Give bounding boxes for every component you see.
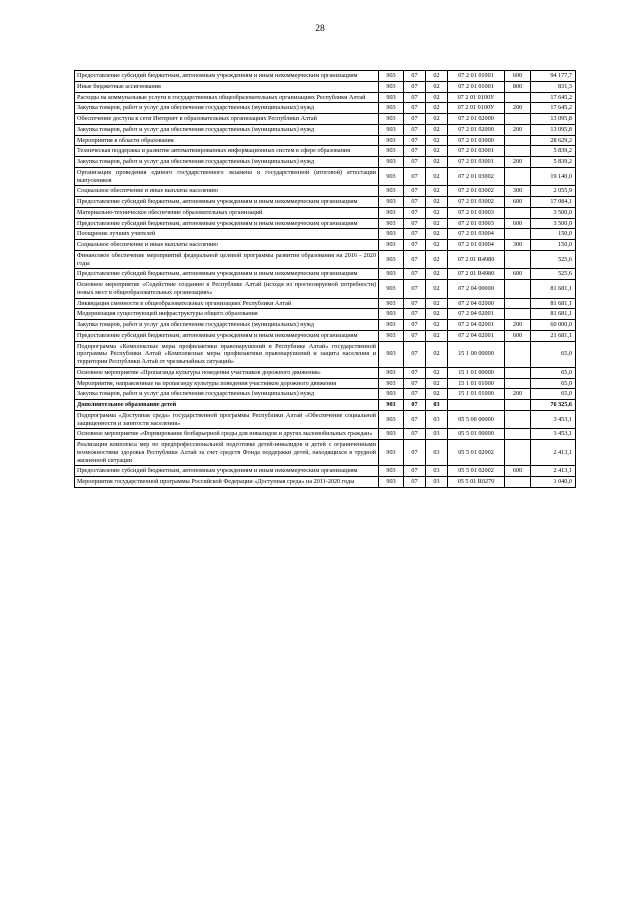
ministry-code-cell: 903	[379, 103, 404, 114]
expense-type-cell: 200	[505, 103, 531, 114]
amount-cell: 525,6	[531, 269, 576, 280]
subsection-code-cell: 02	[426, 269, 448, 280]
table-row	[75, 186, 576, 197]
subsection-code-cell: 02	[426, 157, 448, 168]
ministry-code-cell: 903	[379, 440, 404, 466]
expense-name-cell: Основное мероприятие «Содействие созданию в Республике Алтай (исходя из прогнозируемой потребности) новых мест в общеобразовательных организациях»	[75, 280, 379, 299]
amount-cell: 65,0	[531, 378, 576, 389]
amount-cell: 831,3	[531, 81, 576, 92]
expense-type-cell: 600	[505, 197, 531, 208]
expense-name-cell: Предоставление субсидий бюджетным, автономным учреждениям и иным некоммерческим организациям	[75, 197, 379, 208]
table-row	[75, 71, 576, 82]
amount-cell: 150,0	[531, 240, 576, 251]
expense-type-cell	[505, 280, 531, 299]
section-code-cell: 07	[404, 477, 426, 488]
ministry-code-cell: 903	[379, 197, 404, 208]
table-row	[75, 229, 576, 240]
expense-name-cell: Финансовое обеспечение мероприятий федеральной целевой программы развития образования на 2016 - 2020 годы	[75, 250, 379, 269]
subsection-code-cell: 02	[426, 207, 448, 218]
expense-type-cell	[505, 367, 531, 378]
table-row	[75, 477, 576, 488]
target-article-cell: 05 5 01 02002	[448, 440, 505, 466]
expense-name-cell: Мероприятия, направленные на пропаганду культуры поведения участников дорожного движения	[75, 378, 379, 389]
amount-cell: 3 453,1	[531, 429, 576, 440]
target-article-cell: 07 2 01 03002	[448, 186, 505, 197]
amount-cell: 5 839,2	[531, 146, 576, 157]
expense-type-cell: 600	[505, 218, 531, 229]
section-code-cell: 07	[404, 207, 426, 218]
section-code-cell: 07	[404, 103, 426, 114]
table-row	[75, 114, 576, 125]
subsection-code-cell: 03	[426, 429, 448, 440]
expense-name-cell: Поощрение лучших учителей	[75, 229, 379, 240]
ministry-code-cell: 903	[379, 298, 404, 309]
ministry-code-cell: 903	[379, 71, 404, 82]
amount-cell: 65,0	[531, 389, 576, 400]
expense-type-cell	[505, 477, 531, 488]
ministry-code-cell: 903	[379, 157, 404, 168]
target-article-cell: 05 5 00 00000	[448, 410, 505, 429]
table-row	[75, 124, 576, 135]
table-row	[75, 250, 576, 269]
ministry-code-cell: 903	[379, 135, 404, 146]
subsection-code-cell: 02	[426, 378, 448, 389]
ministry-code-cell: 903	[379, 218, 404, 229]
expense-type-cell	[505, 440, 531, 466]
subsection-code-cell: 02	[426, 341, 448, 367]
table-row	[75, 429, 576, 440]
target-article-cell: 07 2 01 R4980	[448, 250, 505, 269]
table-row	[75, 378, 576, 389]
target-article-cell: 07 2 04 00000	[448, 280, 505, 299]
expense-type-cell	[505, 298, 531, 309]
ministry-code-cell: 903	[379, 250, 404, 269]
section-code-cell: 07	[404, 186, 426, 197]
amount-cell: 19 140,0	[531, 167, 576, 186]
target-article-cell: 07 2 01 03002	[448, 197, 505, 208]
amount-cell: 76 325,6	[531, 400, 576, 411]
subsection-code-cell: 02	[426, 103, 448, 114]
section-code-cell: 07	[404, 92, 426, 103]
subsection-code-cell: 02	[426, 229, 448, 240]
amount-cell: 2 055,9	[531, 186, 576, 197]
expense-name-cell: Организация проведения единого государственного экзамена и государственной (итоговой) аттестации выпускников	[75, 167, 379, 186]
subsection-code-cell: 03	[426, 400, 448, 411]
expense-type-cell	[505, 167, 531, 186]
page-number: 28	[315, 24, 325, 34]
amount-cell: 525,6	[531, 250, 576, 269]
section-code-cell: 07	[404, 320, 426, 331]
expense-name-cell: Основное мероприятие «Пропаганда культуры поведения участников дорожного движения»	[75, 367, 379, 378]
section-code-cell: 07	[404, 157, 426, 168]
subsection-code-cell: 02	[426, 81, 448, 92]
expense-type-cell: 300	[505, 186, 531, 197]
expense-name-cell: Ликвидация сменности в общеобразовательных организациях Республики Алтай	[75, 298, 379, 309]
expense-type-cell	[505, 135, 531, 146]
section-code-cell: 07	[404, 298, 426, 309]
expense-type-cell	[505, 250, 531, 269]
section-code-cell: 07	[404, 309, 426, 320]
table-row	[75, 207, 576, 218]
target-article-cell: 07 2 04 02001	[448, 330, 505, 341]
amount-cell: 2 413,1	[531, 440, 576, 466]
subsection-code-cell: 02	[426, 389, 448, 400]
expense-name-cell: Мероприятия государственной программы Российской Федерации «Доступная среда» на 2011-2020 годы	[75, 477, 379, 488]
table-row	[75, 320, 576, 331]
table-row	[75, 309, 576, 320]
subsection-code-cell: 02	[426, 240, 448, 251]
expense-name-cell: Закупка товаров, работ и услуг для обеспечения государственных (муниципальных) нужд	[75, 124, 379, 135]
subsection-code-cell: 02	[426, 135, 448, 146]
subsection-code-cell: 02	[426, 218, 448, 229]
expense-type-cell	[505, 229, 531, 240]
ministry-code-cell: 903	[379, 167, 404, 186]
ministry-code-cell: 903	[379, 240, 404, 251]
table-row	[75, 240, 576, 251]
expense-name-cell: Подпрограмма «Комплексные меры профилактики правонарушений в Республике Алтай» государственной программы Республики Алтай «Комплексные меры профилактики правонарушений и защита населения и территории Республики Алтай от чрезвычайных ситуаций»	[75, 341, 379, 367]
amount-cell: 13 095,8	[531, 114, 576, 125]
expense-type-cell: 200	[505, 320, 531, 331]
amount-cell: 5 839,2	[531, 157, 576, 168]
section-code-cell: 07	[404, 269, 426, 280]
table-row	[75, 81, 576, 92]
ministry-code-cell: 903	[379, 320, 404, 331]
section-code-cell: 07	[404, 167, 426, 186]
target-article-cell: 15 1 00 00000	[448, 341, 505, 367]
ministry-code-cell: 903	[379, 92, 404, 103]
amount-cell: 150,0	[531, 229, 576, 240]
subsection-code-cell: 03	[426, 466, 448, 477]
section-code-cell: 07	[404, 400, 426, 411]
table-row	[75, 389, 576, 400]
amount-cell: 28 629,2	[531, 135, 576, 146]
expense-name-cell: Реализация комплекса мер по предпрофессиональной подготовке детей-инвалидов и детей с ограниченными возможностями здоровья Республики Алтай за счет средств Фонда поддержки детей, находящихся в трудной жизненной ситуации	[75, 440, 379, 466]
expense-name-cell: Предоставление субсидий бюджетным, автономным учреждениям и иным некоммерческим организациям	[75, 269, 379, 280]
expense-type-cell	[505, 207, 531, 218]
target-article-cell: 07 2 01 R4980	[448, 269, 505, 280]
section-code-cell: 07	[404, 124, 426, 135]
expense-type-cell	[505, 309, 531, 320]
target-article-cell: 15 1 01 00000	[448, 367, 505, 378]
table-row	[75, 466, 576, 477]
target-article-cell: 07 2 01 03001	[448, 157, 505, 168]
target-article-cell: 15 1 01 01000	[448, 389, 505, 400]
amount-cell: 3 453,1	[531, 410, 576, 429]
expense-name-cell: Предоставление субсидий бюджетным, автономным учреждениям и иным некоммерческим организациям	[75, 71, 379, 82]
target-article-cell: 07 2 01 02000	[448, 114, 505, 125]
table-row	[75, 197, 576, 208]
expense-name-cell: Мероприятия в области образования	[75, 135, 379, 146]
target-article-cell: 05 5 01 00000	[448, 429, 505, 440]
target-article-cell: 07 2 01 03000	[448, 135, 505, 146]
amount-cell: 13 095,8	[531, 124, 576, 135]
subsection-code-cell: 02	[426, 146, 448, 157]
section-code-cell: 07	[404, 250, 426, 269]
ministry-code-cell: 903	[379, 389, 404, 400]
expense-type-cell: 200	[505, 124, 531, 135]
subsection-code-cell: 02	[426, 320, 448, 331]
subsection-code-cell: 03	[426, 410, 448, 429]
budget-table	[74, 70, 576, 488]
ministry-code-cell: 903	[379, 186, 404, 197]
expense-name-cell: Социальное обеспечение и иные выплаты населению	[75, 186, 379, 197]
amount-cell: 3 500,0	[531, 207, 576, 218]
target-article-cell: 07 2 04 02000	[448, 298, 505, 309]
target-article-cell	[448, 400, 505, 411]
table-row	[75, 280, 576, 299]
section-code-cell: 07	[404, 114, 426, 125]
ministry-code-cell: 903	[379, 466, 404, 477]
target-article-cell: 07 2 01 03004	[448, 240, 505, 251]
table-row	[75, 367, 576, 378]
expense-type-cell: 200	[505, 389, 531, 400]
expense-type-cell	[505, 146, 531, 157]
expense-type-cell: 600	[505, 330, 531, 341]
section-code-cell: 07	[404, 229, 426, 240]
subsection-code-cell: 02	[426, 309, 448, 320]
amount-cell: 81 681,1	[531, 298, 576, 309]
expense-name-cell: Основное мероприятие «Формирование безбарьерной среды для инвалидов и других маломобильных граждан»	[75, 429, 379, 440]
expense-type-cell	[505, 400, 531, 411]
expense-name-cell: Техническая поддержка и развитие автоматизированных информационных систем в сфере образования	[75, 146, 379, 157]
expense-name-cell: Предоставление субсидий бюджетным, автономным учреждениям и иным некоммерческим организациям	[75, 218, 379, 229]
ministry-code-cell: 903	[379, 429, 404, 440]
ministry-code-cell: 903	[379, 146, 404, 157]
section-code-cell: 07	[404, 197, 426, 208]
target-article-cell: 07 2 01 01001	[448, 81, 505, 92]
table-row	[75, 157, 576, 168]
table-row	[75, 341, 576, 367]
section-code-cell: 07	[404, 81, 426, 92]
section-code-cell: 07	[404, 71, 426, 82]
section-code-cell: 07	[404, 378, 426, 389]
ministry-code-cell: 903	[379, 378, 404, 389]
target-article-cell: 07 2 01 03001	[448, 146, 505, 157]
section-code-cell: 07	[404, 367, 426, 378]
expense-name-cell: Закупка товаров, работ и услуг для обеспечения государственных (муниципальных) нужд	[75, 103, 379, 114]
ministry-code-cell: 903	[379, 309, 404, 320]
table-row	[75, 440, 576, 466]
ministry-code-cell: 903	[379, 330, 404, 341]
expense-type-cell	[505, 429, 531, 440]
table-row	[75, 330, 576, 341]
target-article-cell: 07 2 04 02001	[448, 309, 505, 320]
expense-name-cell: Иные бюджетные ассигнования	[75, 81, 379, 92]
target-article-cell: 07 2 01 03003	[448, 218, 505, 229]
expense-name-cell: Закупка товаров, работ и услуг для обеспечения государственных (муниципальных) нужд	[75, 320, 379, 331]
table-row	[75, 410, 576, 429]
expense-type-cell: 600	[505, 71, 531, 82]
ministry-code-cell: 903	[379, 410, 404, 429]
subsection-code-cell: 02	[426, 186, 448, 197]
target-article-cell: 05 5 01 R0270	[448, 477, 505, 488]
expense-name-cell: Закупка товаров, работ и услуг для обеспечения государственных (муниципальных) нужд	[75, 157, 379, 168]
section-code-cell: 07	[404, 240, 426, 251]
section-code-cell: 07	[404, 341, 426, 367]
subsection-code-cell: 02	[426, 167, 448, 186]
ministry-code-cell: 903	[379, 367, 404, 378]
expense-name-cell: Дополнительное образование детей	[75, 400, 379, 411]
section-code-cell: 07	[404, 330, 426, 341]
expense-name-cell: Социальное обеспечение и иные выплаты населению	[75, 240, 379, 251]
subsection-code-cell: 02	[426, 280, 448, 299]
subsection-code-cell: 03	[426, 440, 448, 466]
ministry-code-cell: 903	[379, 229, 404, 240]
subsection-code-cell: 03	[426, 477, 448, 488]
target-article-cell: 15 1 01 01000	[448, 378, 505, 389]
subsection-code-cell: 02	[426, 367, 448, 378]
amount-cell: 81 681,1	[531, 280, 576, 299]
amount-cell: 2 413,1	[531, 466, 576, 477]
ministry-code-cell: 903	[379, 207, 404, 218]
target-article-cell: 07 2 01 03002	[448, 167, 505, 186]
target-article-cell: 07 2 01 01001	[448, 71, 505, 82]
target-article-cell: 07 2 04 02001	[448, 320, 505, 331]
section-code-cell: 07	[404, 466, 426, 477]
amount-cell: 3 500,0	[531, 218, 576, 229]
expense-name-cell: Предоставление субсидий бюджетным, автономным учреждениям и иным некоммерческим организациям	[75, 330, 379, 341]
expense-type-cell: 800	[505, 81, 531, 92]
expense-type-cell	[505, 378, 531, 389]
expense-type-cell: 200	[505, 157, 531, 168]
section-code-cell: 07	[404, 429, 426, 440]
target-article-cell: 07 2 01 03004	[448, 229, 505, 240]
table-row	[75, 218, 576, 229]
amount-cell: 17 645,2	[531, 92, 576, 103]
amount-cell: 60 000,0	[531, 320, 576, 331]
target-article-cell: 07 2 01 03003	[448, 207, 505, 218]
ministry-code-cell: 903	[379, 477, 404, 488]
expense-name-cell: Обеспечение доступа к сети Интернет в образовательных организациях Республики Алтай	[75, 114, 379, 125]
subsection-code-cell: 02	[426, 197, 448, 208]
subsection-code-cell: 02	[426, 92, 448, 103]
section-code-cell: 07	[404, 440, 426, 466]
amount-cell: 21 681,1	[531, 330, 576, 341]
expense-name-cell: Модернизация существующей инфраструктуры общего образования	[75, 309, 379, 320]
table-row	[75, 269, 576, 280]
expense-type-cell	[505, 114, 531, 125]
subsection-code-cell: 02	[426, 250, 448, 269]
ministry-code-cell: 903	[379, 400, 404, 411]
expense-name-cell: Расходы на коммунальные услуги в государственных общеобразовательных организациях Республики Алтай	[75, 92, 379, 103]
table-row	[75, 167, 576, 186]
table-row	[75, 298, 576, 309]
ministry-code-cell: 903	[379, 269, 404, 280]
amount-cell: 17 645,2	[531, 103, 576, 114]
expense-name-cell: Предоставление субсидий бюджетным, автономным учреждениям и иным некоммерческим организациям	[75, 466, 379, 477]
amount-cell: 1 040,0	[531, 477, 576, 488]
table-row	[75, 92, 576, 103]
section-code-cell: 07	[404, 135, 426, 146]
expense-type-cell: 600	[505, 269, 531, 280]
ministry-code-cell: 903	[379, 114, 404, 125]
section-code-cell: 07	[404, 218, 426, 229]
section-code-cell: 07	[404, 280, 426, 299]
table-row	[75, 103, 576, 114]
target-article-cell: 05 5 01 02002	[448, 466, 505, 477]
target-article-cell: 07 2 01 02000	[448, 124, 505, 135]
subsection-code-cell: 02	[426, 330, 448, 341]
subsection-code-cell: 02	[426, 71, 448, 82]
amount-cell: 65,0	[531, 367, 576, 378]
expense-type-cell	[505, 92, 531, 103]
amount-cell: 17 084,1	[531, 197, 576, 208]
target-article-cell: 07 2 01 0100У	[448, 103, 505, 114]
expense-name-cell: Закупка товаров, работ и услуг для обеспечения государственных (муниципальных) нужд	[75, 389, 379, 400]
ministry-code-cell: 903	[379, 280, 404, 299]
ministry-code-cell: 903	[379, 81, 404, 92]
section-code-cell: 07	[404, 410, 426, 429]
expense-type-cell	[505, 410, 531, 429]
ministry-code-cell: 903	[379, 341, 404, 367]
expense-type-cell: 600	[505, 466, 531, 477]
section-code-cell: 07	[404, 146, 426, 157]
amount-cell: 94 177,7	[531, 71, 576, 82]
expense-type-cell	[505, 341, 531, 367]
expense-name-cell: Подпрограмма «Доступная среда» государственной программы Республики Алтай «Обеспечение социальной защищенности и занятости населения»	[75, 410, 379, 429]
table-row	[75, 146, 576, 157]
section-code-cell: 07	[404, 389, 426, 400]
subsection-code-cell: 02	[426, 298, 448, 309]
target-article-cell: 07 2 01 0100У	[448, 92, 505, 103]
amount-cell: 81 681,1	[531, 309, 576, 320]
subsection-code-cell: 02	[426, 124, 448, 135]
amount-cell: 65,0	[531, 341, 576, 367]
subsection-code-cell: 02	[426, 114, 448, 125]
table-body	[75, 71, 576, 488]
ministry-code-cell: 903	[379, 124, 404, 135]
table-row	[75, 400, 576, 411]
expense-type-cell: 300	[505, 240, 531, 251]
expense-name-cell: Материально-техническое обеспечение образовательных организаций	[75, 207, 379, 218]
table-row	[75, 135, 576, 146]
